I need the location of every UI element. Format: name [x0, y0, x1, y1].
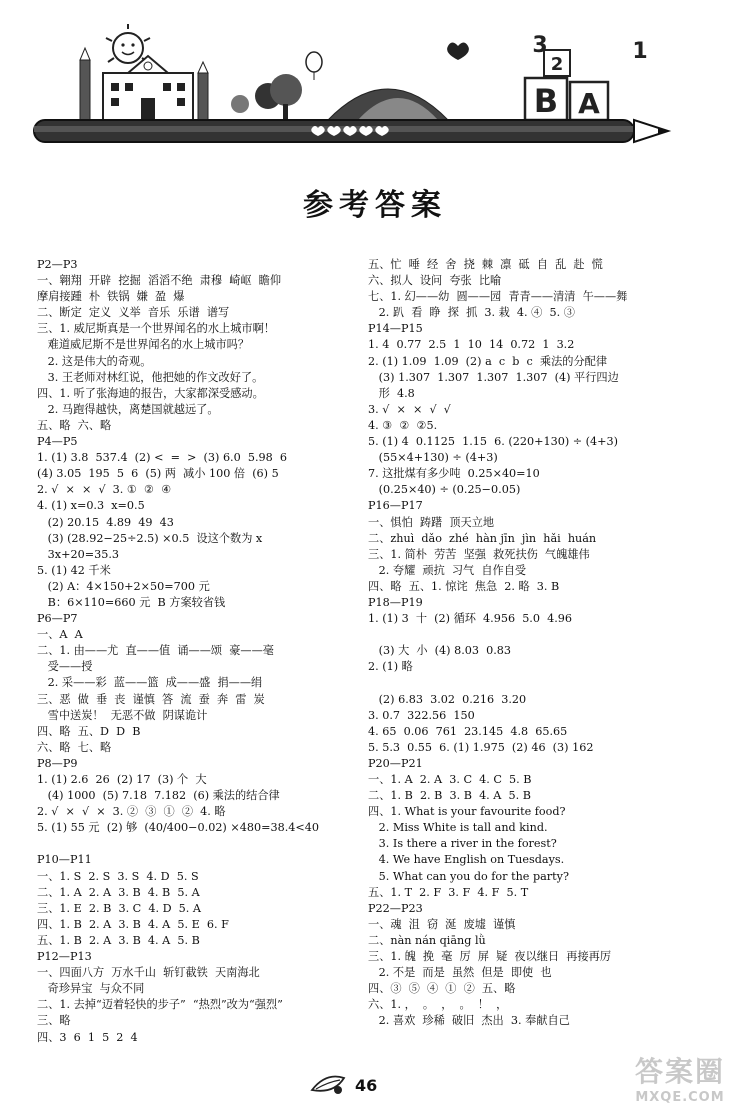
trees-icon — [231, 74, 302, 120]
answer-line: 5. 5.3 0.55 6. (1) 1.975 (2) 46 (3) 162 — [368, 740, 594, 754]
answer-line: 二、1. 由——尤 直——值 诵——颂 豪——毫 — [37, 644, 274, 658]
answer-line: B：6×110=660 元 B 方案较省钱 — [37, 595, 226, 609]
answer-line: 7. 这批煤有多少吨 0.25×40=10 — [368, 467, 540, 481]
answer-line: 二、nàn nán qiāng lǜ — [368, 933, 486, 947]
answer-line: 一、翱翔 开辟 挖掘 滔滔不绝 肃穆 崎岖 瞻仰 — [37, 274, 282, 288]
answer-line: 一、四面八方 万水千山 斩钉截铁 天南海北 — [37, 966, 260, 980]
answers-right-column — [368, 257, 698, 1030]
answer-line: 四、1. B 2. A 3. B 4. A 5. E 6. F — [37, 917, 229, 931]
answer-line: 2. Miss White is tall and kind. — [368, 821, 548, 835]
page-title: 参考答案 — [303, 188, 447, 223]
answer-line: 奇珍异宝 与众不同 — [37, 982, 145, 996]
answer-line: (3) 大 小 (4) 8.03 0.83 — [368, 644, 512, 658]
answer-line: 3. √ × × √ √ — [368, 402, 451, 416]
answer-line: 四、1. 听了张海迪的报告，大家都深受感动。 — [37, 386, 264, 400]
svg-text:3: 3 — [532, 33, 548, 58]
letter-blocks-icon — [525, 33, 648, 120]
answer-line: 4. 65 0.06 761 23.145 4.8 65.65 — [368, 724, 568, 738]
answer-line: 5. (1) 55 元 (2) 够 (40/400−0.02) ×480=38.4<40 — [37, 821, 319, 835]
answer-line: 受——授 — [37, 660, 93, 674]
answer-line: 3. 王老师对林红说，他把她的作文改好了。 — [37, 370, 264, 384]
answer-line: 三、1. 简朴 劳苦 坚强 救死扶伤 气魄雄伟 — [368, 547, 590, 561]
answer-line: (4) 3.05 195 5 6 (5) 两 减小 100 倍 (6) 5 — [37, 467, 279, 481]
answer-line: 4. ③ ② ②5. — [368, 418, 438, 432]
answer-line: (3) 1.307 1.307 1.307 1.307 (4) 平行四边 — [368, 370, 619, 384]
answer-line — [368, 627, 698, 643]
answer-line: 三、略 — [37, 1014, 71, 1028]
answer-line: 4. We have English on Tuesdays. — [368, 853, 565, 867]
svg-text:2: 2 — [550, 54, 564, 75]
answer-line: 2. (1) 略 — [368, 660, 413, 674]
answer-line: 二、1. B 2. B 3. B 4. A 5. B — [368, 789, 531, 803]
answer-line: 2. 趴 看 睁 探 抓 3. 栽 4. ④ 5. ③ — [368, 306, 575, 320]
school-building-icon — [103, 56, 193, 120]
answer-line: 一、魂 沮 窃 涎 废墟 谨慎 — [368, 917, 516, 931]
answer-line: P20—P21 — [368, 756, 423, 770]
answer-line: 五、1. T 2. F 3. F 4. F 5. T — [368, 885, 529, 899]
answer-line: P18—P19 — [368, 595, 423, 609]
svg-text:B: B — [533, 82, 559, 120]
answer-line: 四、1. What is your favourite food? — [368, 805, 566, 819]
answer-line: 2. 不是 而是 虽然 但是 即使 也 — [368, 966, 552, 980]
answer-line: P22—P23 — [368, 901, 423, 915]
answer-line: (2) A：4×150+2×50=700 元 — [37, 579, 210, 593]
answer-line: 二、zhuì dǎo zhé hàn jīn jìn hǎi huán — [368, 531, 597, 545]
answer-line: 五、1. B 2. A 3. B 4. A 5. B — [37, 933, 200, 947]
answer-line: (2) 20.15 4.89 49 43 — [37, 515, 174, 529]
sun-icon — [106, 24, 150, 63]
answer-line: P2—P3 — [37, 258, 78, 271]
answer-line: 六、1. ， 。 ， 。 ！ ， — [368, 998, 508, 1012]
answer-line: (4) 1000 (5) 7.18 7.182 (6) 乘法的结合律 — [37, 789, 280, 803]
answer-line: 5. (1) 4 0.1125 1.15 6. (220+130) ÷ (4+3) — [368, 435, 619, 449]
answer-line: 5. What can you do for the party? — [368, 869, 569, 883]
answer-line: 四、略 五、D D B — [37, 724, 141, 738]
heart-icon — [447, 43, 469, 61]
svg-text:1: 1 — [632, 39, 648, 64]
answer-line — [368, 675, 698, 691]
answer-line — [37, 836, 367, 852]
answers-left-column — [37, 257, 367, 1046]
answer-line: 4. (1) x=0.3 x=0.5 — [37, 499, 145, 513]
answer-line: 2. 这是伟大的奇观。 — [37, 354, 152, 368]
watermark-line1: 答案圈 — [634, 1055, 725, 1088]
answer-line: 3. Is there a river in the forest? — [368, 837, 557, 851]
answer-line: 3x+20=35.3 — [37, 547, 119, 561]
answer-line: 2. 夸耀 顽抗 习气 自作自受 — [368, 563, 527, 577]
answer-line: 一、1. A 2. A 3. C 4. C 5. B — [368, 773, 532, 786]
answer-line: 2. √ × × √ 3. ① ② ④ — [37, 483, 172, 497]
answer-line: 1. (1) 2.6 26 (2) 17 (3) 个 大 — [37, 773, 207, 786]
answer-line: P8—P9 — [37, 756, 78, 770]
answer-line: P10—P11 — [37, 853, 92, 867]
answer-line: 2. 喜欢 珍稀 破旧 杰出 3. 奉献自己 — [368, 1014, 570, 1028]
answer-line: 七、1. 幻——幼 圆——园 青青——清清 午——舞 — [368, 290, 628, 304]
answer-line: 六、拟人 设问 夸张 比喻 — [368, 274, 502, 288]
answer-line: 摩肩接踵 朴 铁锅 嫌 盈 爆 — [37, 290, 185, 304]
answer-line: 二、断定 定义 义举 音乐 乐谱 谱写 — [37, 306, 230, 320]
answer-line: P6—P7 — [37, 612, 78, 626]
answer-line: 一、1. S 2. S 3. S 4. D 5. S — [37, 869, 199, 883]
leaf-ornament-icon — [308, 1070, 348, 1098]
svg-text:A: A — [578, 87, 600, 120]
answer-line: 1. (1) 3 十 (2) 循环 4.956 5.0 4.96 — [368, 612, 573, 626]
answer-line: 1. 4 0.77 2.5 1 10 14 0.72 1 3.2 — [368, 338, 575, 352]
answer-line: 2. √ × √ × 3. ② ③ ① ② 4. 略 — [37, 805, 226, 819]
answer-line: P14—P15 — [368, 322, 423, 336]
watermark-line2: MXQE.COM — [635, 1090, 725, 1105]
answer-line: 五、忙 唾 经 舍 挠 棘 凛 砥 自 乱 赴 慌 — [368, 258, 603, 271]
answer-line: 四、略 五、1. 惊诧 焦急 2. 略 3. B — [368, 579, 560, 593]
answer-line: 1. (1) 3.8 537.4 (2) < = > (3) 6.0 5.98 6 — [37, 451, 287, 465]
answer-line: 六、略 七、略 — [37, 740, 112, 754]
answer-line: 一、惧怕 踌躇 顶天立地 — [368, 515, 495, 529]
answer-line: (3) (28.92−25÷2.5) ×0.5 设这个数为 x — [37, 531, 263, 545]
answer-line: P4—P5 — [37, 435, 78, 449]
pencil-bar-icon — [34, 120, 668, 142]
answer-line: 5. (1) 42 千米 — [37, 563, 111, 577]
answer-line: (55×4+130) ÷ (4+3) — [368, 451, 498, 465]
answer-line: 三、恶 做 垂 丧 谨慎 答 流 蚕 奔 雷 炭 — [37, 692, 265, 706]
answer-line: (2) 6.83 3.02 0.216 3.20 — [368, 692, 527, 706]
answer-line: 四、3 6 1 5 2 4 — [37, 1030, 138, 1044]
answer-line: 五、略 六、略 — [37, 418, 112, 432]
answer-line: P12—P13 — [37, 950, 92, 964]
page-number: 46 — [355, 1076, 378, 1095]
answer-line: 二、1. 去掉“迈着轻快的步子” “热烈”改为“强烈” — [37, 998, 283, 1012]
answer-line: 2. (1) 1.09 1.09 (2) a c b c 乘法的分配律 — [368, 354, 608, 368]
answer-line: 三、1. 魄 挽 毫 厉 屏 疑 夜以继日 再接再厉 — [368, 950, 612, 964]
answer-line: (0.25×40) ÷ (0.25−0.05) — [368, 483, 521, 497]
answer-line: 2. 采——彩 蓝——篮 成——盛 捐——绢 — [37, 676, 263, 690]
balloon-icon — [306, 52, 322, 80]
answer-line: 3. 0.7 322.56 150 — [368, 708, 475, 722]
answer-line: 形 4.8 — [368, 386, 415, 400]
answer-line: 难道威尼斯不是世界闻名的水上城市吗？ — [37, 338, 250, 352]
answer-line: 一、A A — [37, 628, 83, 642]
answer-line: P16—P17 — [368, 499, 423, 513]
answer-line: 2. 马跑得越快，离楚国就越远了。 — [37, 402, 219, 416]
answer-line: 二、1. A 2. A 3. B 4. B 5. A — [37, 885, 200, 899]
answer-line: 四、③ ⑤ ④ ① ② 五、略 — [368, 982, 516, 996]
watermark — [620, 1050, 740, 1105]
answer-line: 雪中送炭！ 无恶不做 阴谋诡计 — [37, 708, 208, 722]
pencil-banner — [28, 18, 688, 158]
answer-line: 三、1. E 2. B 3. C 4. D 5. A — [37, 901, 201, 915]
answer-line: 三、1. 威尼斯真是一个世界闻名的水上城市啊！ — [37, 322, 275, 336]
